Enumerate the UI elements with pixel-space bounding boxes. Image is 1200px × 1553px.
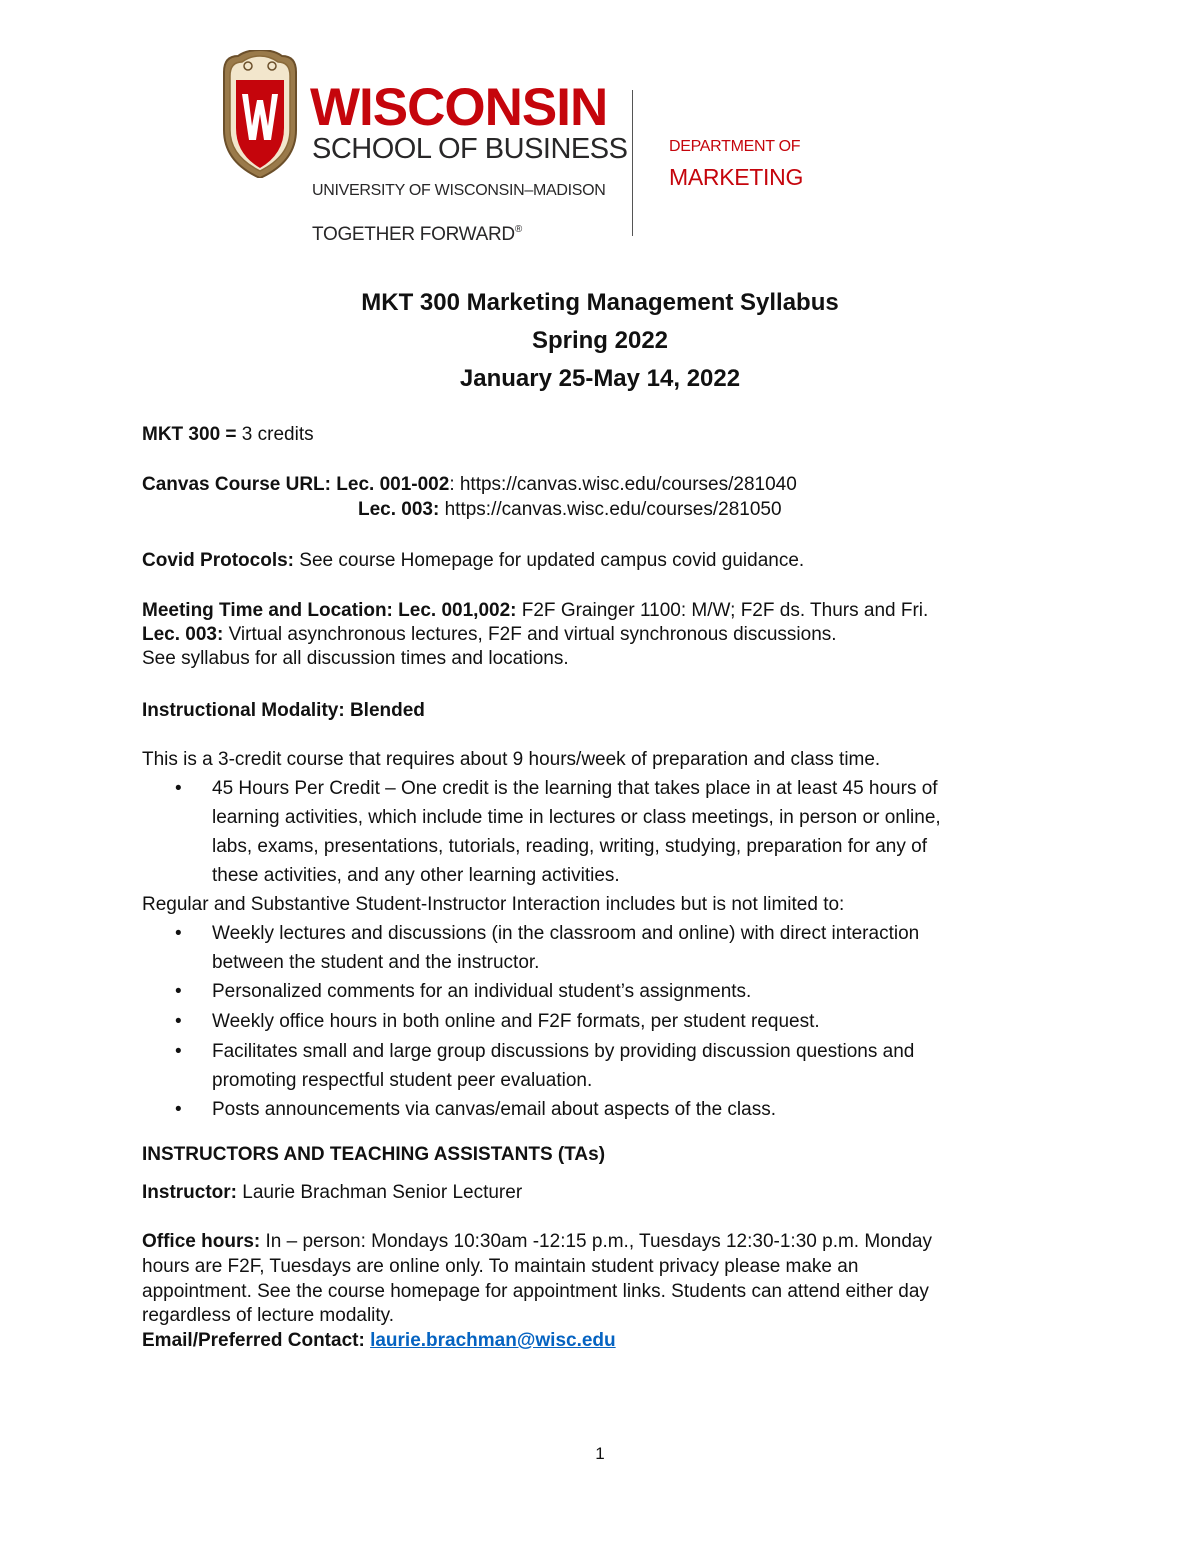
modality-line: Instructional Modality: Blended	[142, 700, 425, 721]
hours-bullet-line: these activities, and any other learning activities.	[212, 865, 620, 886]
letterhead-divider	[632, 90, 633, 236]
canvas-url-line-1: Canvas Course URL: Lec. 001-002: https://canvas.wisc.edu/courses/281040	[142, 474, 797, 495]
bullet-icon: •	[175, 923, 182, 944]
credits-line: MKT 300 = 3 credits	[142, 424, 314, 445]
canvas-url-lec-003[interactable]: https://canvas.wisc.edu/courses/281050	[439, 499, 782, 520]
email-link[interactable]: laurie.brachman@wisc.edu	[370, 1330, 616, 1351]
bullet-icon: •	[175, 1041, 182, 1062]
email-line: Email/Preferred Contact: laurie.brachman@wisc.edu	[142, 1330, 616, 1351]
logo-university: UNIVERSITY OF WISCONSIN–MADISON	[312, 182, 606, 199]
hours-bullet-line: learning activities, which include time in lectures or class meetings, in person or online,	[212, 807, 941, 828]
bullet-icon: •	[175, 778, 182, 799]
hours-bullet-line: labs, exams, presentations, tutorials, reading, writing, studying, preparation for any of	[212, 836, 927, 857]
bullet-icon: •	[175, 1011, 182, 1032]
page-number: 1	[595, 1444, 605, 1463]
interaction-bullet-line: promoting respectful student peer evaluation.	[212, 1070, 593, 1091]
covid-protocols-line: Covid Protocols: See course Homepage for updated campus covid guidance.	[142, 550, 805, 571]
dates-title: January 25-May 14, 2022	[459, 365, 741, 392]
bullet-icon: •	[175, 1099, 182, 1120]
office-hours-line: Office hours: In – person: Mondays 10:30am -12:15 p.m., Tuesdays 12:30-1:30 p.m. Monday	[142, 1231, 932, 1252]
meeting-line-1: Meeting Time and Location: Lec. 001,002: F2F Grainger 1100: M/W; F2F ds. Thurs and Fri.	[142, 600, 929, 621]
interaction-bullet-line: between the student and the instructor.	[212, 952, 540, 973]
logo-wordmark: WISCONSIN	[310, 78, 608, 137]
bullet-icon: •	[175, 981, 182, 1002]
interaction-bullet-line: Weekly office hours in both online and F2F formats, per student request.	[212, 1011, 820, 1032]
office-hours-line: hours are F2F, Tuesdays are online only. To maintain student privacy please make an	[142, 1256, 859, 1277]
office-hours-line: appointment. See the course homepage for appointment links. Students can attend either day	[142, 1281, 929, 1302]
interaction-bullet-line: Personalized comments for an individual student’s assignments.	[212, 981, 752, 1002]
office-hours-line: regardless of lecture modality.	[142, 1305, 395, 1326]
interaction-bullet-line: Posts announcements via canvas/email about aspects of the class.	[212, 1099, 776, 1120]
uw-crest-icon	[218, 50, 302, 178]
interaction-bullet-line: Weekly lectures and discussions (in the classroom and online) with direct interaction	[212, 923, 920, 944]
meeting-note: See syllabus for all discussion times and locations.	[142, 648, 569, 669]
department-name: MARKETING	[669, 164, 804, 190]
logo-school-name: SCHOOL OF BUSINESS	[312, 133, 628, 165]
canvas-url-lec-001[interactable]: : https://canvas.wisc.edu/courses/281040	[449, 474, 797, 495]
canvas-url-line-2: Lec. 003: https://canvas.wisc.edu/courses/281050	[358, 499, 782, 520]
department-label: DEPARTMENT OF	[669, 138, 801, 155]
logo-tagline: TOGETHER FORWARD®	[312, 224, 522, 245]
workload-intro: This is a 3-credit course that requires about 9 hours/week of preparation and class time.	[142, 749, 881, 770]
interaction-intro: Regular and Substantive Student-Instructor Interaction includes but is not limited to:	[142, 894, 845, 915]
instructors-heading: INSTRUCTORS AND TEACHING ASSISTANTS (TAs)	[142, 1144, 606, 1165]
course-title: MKT 300 Marketing Management Syllabus	[361, 289, 839, 316]
interaction-bullet-line: Facilitates small and large group discussions by providing discussion questions and	[212, 1041, 915, 1062]
term-title: Spring 2022	[531, 327, 669, 354]
meeting-line-2: Lec. 003: Virtual asynchronous lectures, F2F and virtual synchronous discussions.	[142, 624, 837, 645]
hours-bullet-line: 45 Hours Per Credit – One credit is the learning that takes place in at least 45 hours of	[212, 778, 938, 799]
instructor-line: Instructor: Laurie Brachman Senior Lecturer	[142, 1182, 523, 1203]
